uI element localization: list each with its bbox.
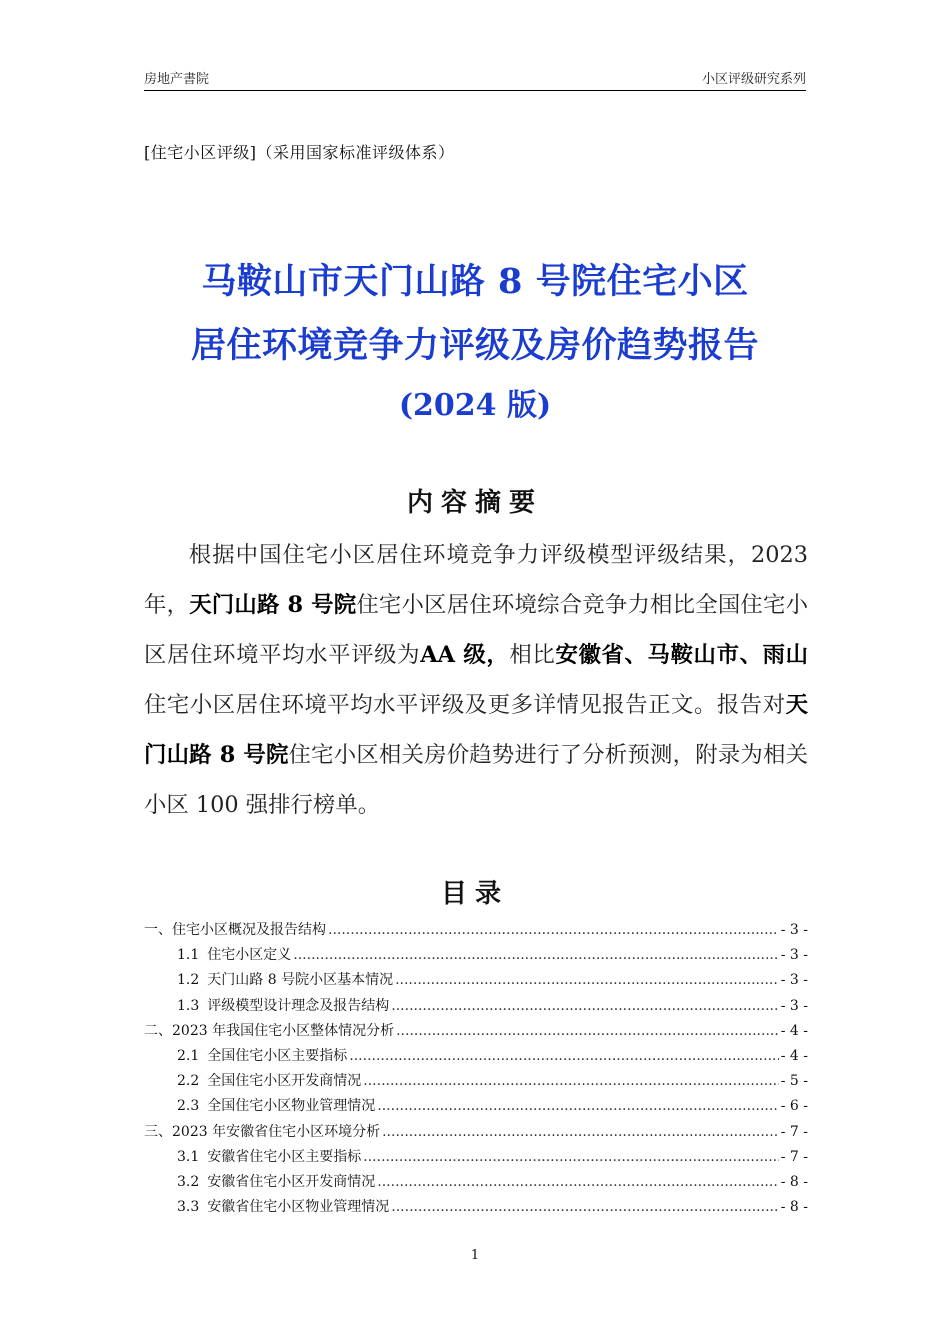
toc-entry-page: - 4 -	[780, 1047, 808, 1064]
toc-entry-number: 1.1	[177, 947, 200, 964]
toc-entry-label: 三、2023 年安徽省住宅小区环境分析	[144, 1123, 381, 1140]
toc-entry[interactable]	[144, 1120, 808, 1145]
toc-entry-page: - 3 -	[780, 972, 808, 989]
toc-entry[interactable]	[144, 1145, 808, 1170]
toc-entry[interactable]	[144, 1019, 808, 1044]
abstract-text: 住宅小区居住环境平均水平评级及更多详情见报告正文。报告对	[144, 692, 786, 718]
toc-entry-number: 1.2	[177, 972, 200, 989]
toc-entry-page: - 6 -	[780, 1098, 808, 1115]
toc-entry[interactable]	[144, 968, 808, 993]
toc-entry[interactable]	[144, 943, 808, 968]
abstract-text: 根据中国住宅小区居住环境竞争力评级模型评级结果，2023 年，	[144, 542, 808, 618]
abstract-text: 住宅小区居住环境综合竞争力相比全国住宅小区居住环境平均水平评级为	[144, 592, 808, 668]
toc-entry-page: - 5 -	[780, 1073, 808, 1090]
toc-entry[interactable]	[144, 1195, 808, 1220]
toc-dot-leader	[382, 1120, 779, 1145]
toc-dot-leader	[363, 1145, 778, 1170]
toc-entry-label: 安徽省住宅小区物业管理情况	[207, 1199, 390, 1216]
toc-entry-page: - 8 -	[780, 1199, 808, 1216]
toc-entry[interactable]	[144, 1170, 808, 1195]
toc-entry-number: 1.3	[177, 997, 200, 1014]
toc-entry-number: 2.2	[177, 1073, 200, 1090]
toc-entry-number: 3.2	[177, 1173, 200, 1190]
toc-dot-leader	[391, 994, 778, 1019]
abstract-highlight: 天门山路 8 号院	[189, 592, 357, 618]
toc-dot-leader	[391, 1195, 778, 1220]
report-category-tag: [住宅小区评级]（采用国家标准评级体系）	[144, 143, 455, 162]
header-series: 小区评级研究系列	[701, 72, 806, 87]
toc-dot-leader	[395, 968, 779, 993]
toc-entry-number: 3.1	[177, 1148, 200, 1165]
toc-dot-leader	[363, 1069, 778, 1094]
toc-entry-label: 安徽省住宅小区主要指标	[207, 1148, 362, 1165]
toc-heading: 目录	[440, 879, 509, 909]
header-publisher: 房地产書院	[144, 72, 210, 87]
toc-entry[interactable]	[144, 918, 808, 943]
toc-entry[interactable]	[144, 1094, 808, 1119]
page-number: 1	[470, 1248, 480, 1263]
abstract-heading: 内容摘要	[406, 488, 543, 518]
toc-entry-label: 住宅小区定义	[207, 947, 292, 964]
toc-entry[interactable]	[144, 994, 808, 1019]
toc-entry-page: - 7 -	[780, 1148, 808, 1165]
abstract-text: 住宅小区相关房价趋势进行了分析预测，附录为相关小区 100 强排行榜单。	[144, 742, 808, 818]
toc-entry-number: 2.3	[177, 1098, 200, 1115]
report-edition: (2024 版)	[398, 388, 552, 423]
toc-dot-leader	[328, 918, 779, 943]
toc-dot-leader	[377, 1094, 778, 1119]
abstract-text: 相比	[509, 642, 556, 668]
toc-entry-page: - 3 -	[780, 922, 808, 938]
report-title-line-1: 马鞍山市天门山路 8 号院住宅小区	[201, 261, 749, 302]
toc-entry-label: 评级模型设计理念及报告结构	[207, 997, 390, 1014]
toc-entry-number: 2.1	[177, 1047, 200, 1064]
toc-entry[interactable]	[144, 1044, 808, 1069]
toc-entry-page: - 4 -	[780, 1022, 808, 1039]
toc-dot-leader	[377, 1170, 778, 1195]
toc-entry-label: 全国住宅小区主要指标	[207, 1047, 348, 1064]
page-header	[144, 66, 806, 91]
toc-entry-page: - 3 -	[780, 947, 808, 964]
report-title-line-2: 居住环境竞争力评级及房价趋势报告	[190, 325, 759, 366]
toc-entry-number: 3.3	[177, 1199, 200, 1216]
toc-entry-label: 一、住宅小区概况及报告结构	[144, 922, 326, 938]
toc-entry-page: - 7 -	[780, 1123, 808, 1140]
toc-entry-label: 二、2023 年我国住宅小区整体情况分析	[144, 1022, 395, 1039]
abstract-paragraph	[144, 530, 808, 830]
abstract-body	[144, 530, 808, 830]
abstract-highlight: 安徽省、马鞍山市、雨山	[555, 642, 809, 668]
toc-dot-leader	[396, 1019, 779, 1044]
toc-entry-page: - 8 -	[780, 1173, 808, 1190]
toc-entry-label: 全国住宅小区物业管理情况	[207, 1098, 376, 1115]
table-of-contents	[144, 918, 808, 1220]
toc-dot-leader	[349, 1044, 778, 1069]
toc-entry-label: 全国住宅小区开发商情况	[207, 1073, 362, 1090]
toc-entry-label: 安徽省住宅小区开发商情况	[207, 1173, 376, 1190]
toc-entry-page: - 3 -	[780, 997, 808, 1014]
toc-entry[interactable]	[144, 1069, 808, 1094]
abstract-rating: AA 级，	[420, 642, 510, 668]
toc-entry-label: 天门山路 8 号院小区基本情况	[207, 972, 394, 989]
abstract-highlight: 天门山路 8 号院	[144, 692, 808, 768]
toc-dot-leader	[293, 943, 778, 968]
